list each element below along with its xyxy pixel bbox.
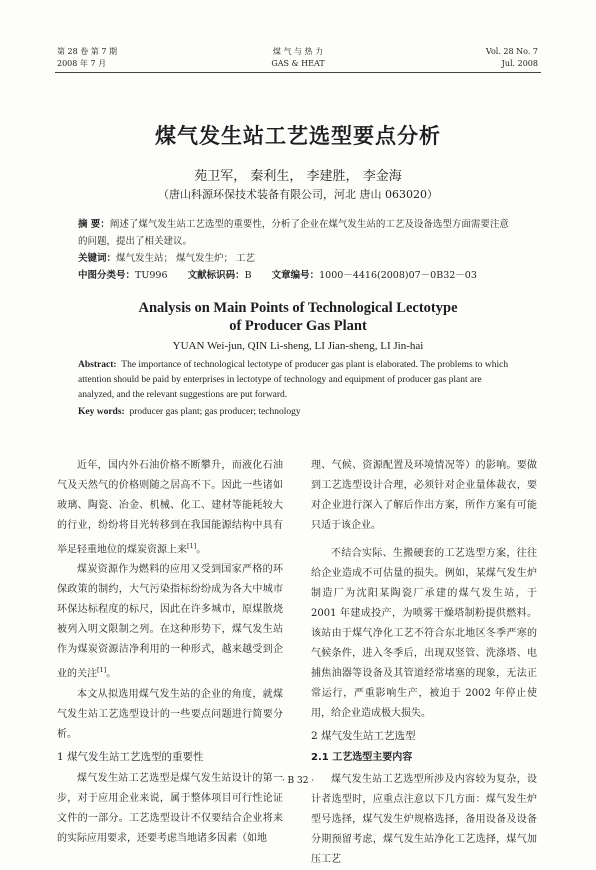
issue-date-text: 2008 年 7 月	[57, 59, 107, 68]
keywords-en	[78, 405, 520, 420]
keywords-cn-label: 关键词：	[78, 253, 117, 264]
journal-volume-en	[486, 46, 538, 70]
section-heading-1: 1 煤气发生站工艺选型的重要性	[57, 750, 204, 763]
abstract-cn-text: 阐述了煤气发生站工艺选型的重要性，分析了企业在煤气发生站的工艺及设备选型方面需要注意的问题，提出了相关建议。	[78, 219, 509, 247]
abstract-en	[78, 358, 520, 403]
volume-en-text: Vol. 28 No. 7	[485, 47, 538, 56]
doc-code-value: B	[244, 270, 252, 281]
abstract-cn	[78, 216, 518, 250]
paper-title-en-line1: Analysis on Main Points of Technological Lectotype	[138, 300, 458, 316]
keywords-en-text: producer gas plant; gas producer; technology	[129, 407, 301, 417]
paragraph-text: 近年，国内外石油价格不断攀升，而液化石油气及天然气的价格则随之居高不下。因此一些诸如玻璃、陶瓷、冶金、机械、化工、建材等能耗较大的行业，纷纷将目光转移到在我国能源结构中具有举足轻重地位的煤炭资源上来	[57, 460, 283, 556]
abstract-en-text: The importance of technological lectotype of producer gas plant is elaborated. The problems to which attention should be paid by enterprises in lectotype of technology and equipment of producer gas plant are analyzed, and the relevant suggestions are put forward.	[78, 360, 509, 400]
abstract-cn-label: 摘 要：	[78, 219, 110, 230]
paragraph	[57, 456, 283, 560]
paragraph: 煤气发生站工艺选型是煤气发生站设计的第一步，对于应用企业来说，属于整体项目可行性论证文件的一部分。工艺选型设计不仅要结合企业将来的实际应用要求，还要考虑当地诸多因素（如地	[57, 772, 283, 844]
citation-ref: [1]	[97, 666, 107, 675]
affiliation-cn: （唐山科源环保技术装备有限公司，河北 唐山 063020）	[158, 188, 438, 201]
paragraph-end: 。	[106, 668, 117, 680]
section-heading-2: 2 煤气发生站工艺选型	[311, 730, 416, 742]
citation-ref: [1]	[187, 542, 197, 550]
keywords-cn-text: 煤气发生站； 煤气发生炉； 工艺	[116, 253, 256, 264]
page-number: · B 32 ·	[281, 776, 315, 786]
paragraph: 煤气发生站工艺选型所涉及内容较为复杂，设计者选型时，应重点注意以下几方面：煤气发生炉型号选择，煤气发生炉规格选择，备用设备及设备分期预留考虑，煤气发生站净化工艺选择，煤气加压工艺	[311, 774, 537, 865]
clc-value: TU996	[135, 270, 168, 281]
subsection-heading-2-1: 2.1 工艺选型主要内容	[311, 752, 413, 763]
article-number-value: 1000－4416(2008)07－0B32－03	[319, 270, 477, 281]
journal-name-cn: 煤 气 与 热 力	[272, 47, 324, 56]
article-number-label: 文章编号：	[271, 270, 320, 281]
header-rule	[55, 72, 541, 73]
authors-cn: 苑卫军， 秦利生， 李建胜， 李金海	[194, 169, 402, 184]
paragraph-text: 煤炭资源作为燃料的应用又受到国家严格的环保政策的制约，大气污染指标纷纷成为各大中城市环保达标程度的标尺，因此在许多城市，原煤散烧被列入明文限制之列。在这种形势下，煤气发生站作为煤炭资源洁净利用的一种形式，越来越受到企业的关注	[57, 564, 283, 680]
classification-line	[78, 267, 518, 284]
clc-label: 中图分类号：	[78, 270, 136, 281]
paper-title-cn: 煤气发生站工艺选型要点分析	[155, 123, 441, 148]
body-left-column	[57, 456, 283, 849]
paragraph: 理、气候、资源配置及环境情况等）的影响。要做到工艺选型设计合理，必须针对企业量体裁衣，要对企业进行深入了解后作出方案，所作方案有可能只适于该企业。	[311, 460, 537, 531]
paragraph-end: 。	[196, 544, 207, 556]
paragraph	[57, 560, 283, 684]
keywords-cn	[78, 250, 518, 267]
keywords-en-label: Key words:	[78, 407, 125, 417]
paragraph: 本文从拟选用煤气发生站的企业的角度，就煤气发生站工艺选型设计的一些要点问题进行简要分析。	[57, 688, 283, 740]
date-en-text: Jul. 2008	[501, 59, 538, 68]
doc-code-label: 文献标识码：	[187, 270, 245, 281]
authors-en: YUAN Wei-jun, QIN Li-sheng, LI Jian-sheng, LI Jin-hai	[172, 340, 424, 352]
journal-name-en: GAS & HEAT	[271, 59, 325, 68]
volume-issue-text: 第 28 卷 第 7 期	[57, 47, 117, 56]
paragraph: 不结合实际、生搬硬套的工艺选型方案，往往给企业造成不可估量的损失。例如，某煤气发生炉制造厂为沈阳某陶瓷厂承建的煤气发生站，于 2001 年建成投产，为喷雾干燥塔制粉提供燃料。该站由于煤气净化工艺不符合东北地区冬季严寒的气候条件，进入冬季后，出现双竖管、洗涤塔、电捕焦油器等设备及其管道经常堵塞的现象，无法正常运行，严重影响生产，被迫于 2002 年停止使用，给企业造成极大损失。	[311, 548, 537, 719]
paper-title-en-line2: of Producer Gas Plant	[229, 318, 367, 334]
abstract-en-label: Abstract:	[78, 360, 117, 370]
